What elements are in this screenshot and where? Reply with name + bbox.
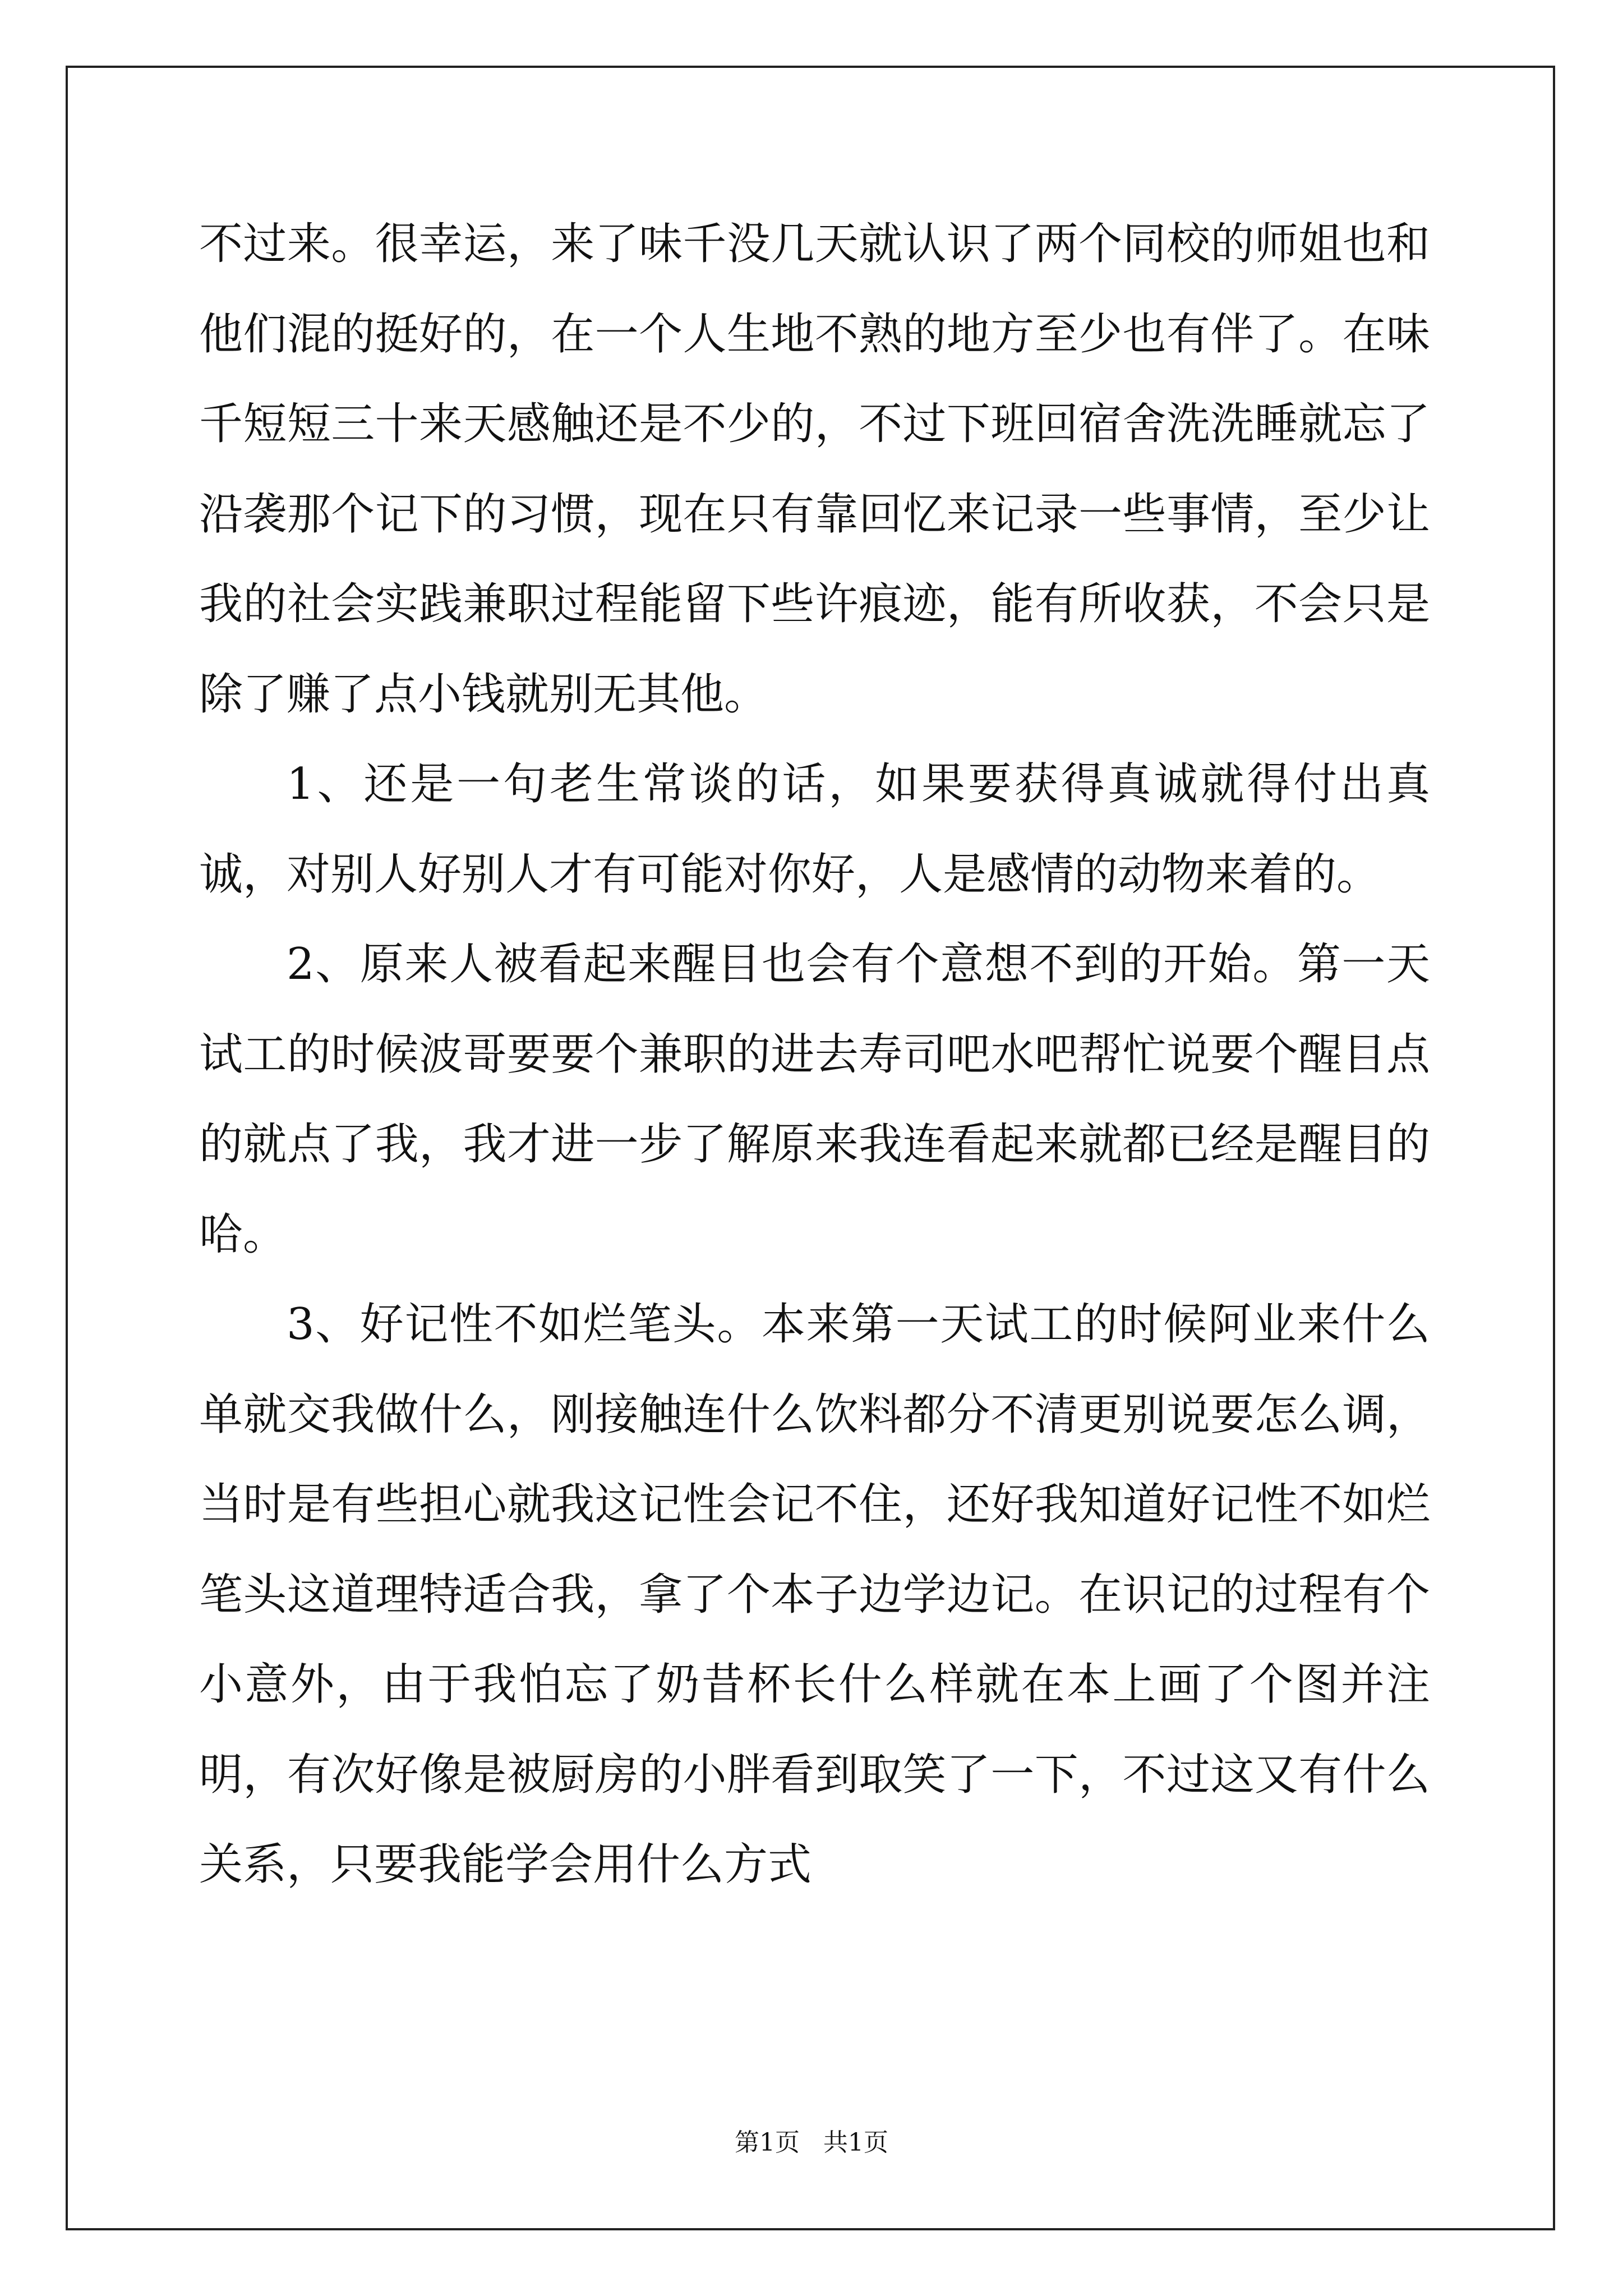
page-number: 第1页 bbox=[735, 2128, 800, 2157]
document-body bbox=[199, 199, 1430, 1910]
paragraph-point-2: 2、原来人被看起来醒目也会有个意想不到的开始。第一天试工的时候波哥要要个兼职的进去寿司吧水吧帮忙说要个醒目点的就点了我，我才进一步了解原来我连看起来就都已经是醒目的哈。 bbox=[199, 939, 1430, 1260]
page-total: 共1页 bbox=[823, 2128, 888, 2157]
paragraph-point-1: 1、还是一句老生常谈的话，如果要获得真诚就得付出真诚，对别人好别人才有可能对你好，人是感情的动物来着的。 bbox=[199, 759, 1430, 900]
paragraph-intro: 不过来。很幸运，来了味千没几天就认识了两个同校的师姐也和他们混的挺好的，在一个人生地不熟的地方至少也有伴了。在味千短短三十来天感触还是不少的，不过下班回宿舍洗洗睡就忘了沿袭那个记下的习惯，现在只有靠回忆来记录一些事情，至少让我的社会实践兼职过程能留下些许痕迹，能有所收获，不会只是除了赚了点小钱就别无其他。 bbox=[199, 219, 1430, 720]
paragraph-point-3: 3、好记性不如烂笔头。本来第一天试工的时候阿业来什么单就交我做什么，刚接触连什么饮料都分不清更别说要怎么调，当时是有些担心就我这记性会记不住，还好我知道好记性不如烂笔头这道理特适合我，拿了个本子边学边记。在识记的过程有个小意外，由于我怕忘了奶昔杯长什么样就在本上画了个图并注明，有次好像是被厨房的小胖看到取笑了一下，不过这又有什么关系，只要我能学会用什么方式 bbox=[199, 1299, 1430, 1890]
page-footer bbox=[0, 2126, 1623, 2160]
